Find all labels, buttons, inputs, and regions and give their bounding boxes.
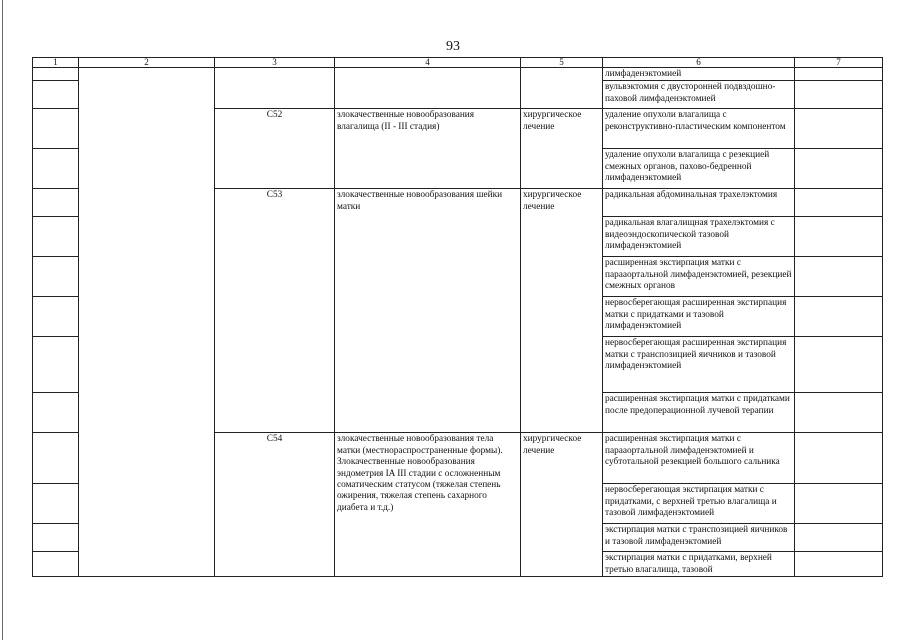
column-header: 6	[603, 58, 795, 68]
page-left-edge-line	[2, 0, 3, 640]
cell-col7	[795, 257, 883, 297]
cell-col1	[33, 433, 79, 484]
cell-col1	[33, 217, 79, 257]
cell-col7	[795, 337, 883, 393]
cell-method: удаление опухоли влагалища с резекцией смежных органов, пахово-бедренной лимфаденэктомией	[603, 149, 795, 189]
procedures-table	[32, 57, 883, 577]
cell-method: нервосберегающая расширенная экстирпация матки с придатками и тазовой лимфаденэктомией	[603, 297, 795, 337]
cell-method: экстирпация матки с придатками, верхней третью влагалища, тазовой	[603, 552, 795, 577]
column-header: 5	[521, 58, 603, 68]
cell-col1	[33, 524, 79, 552]
cell-col1	[33, 552, 79, 577]
cell-col1	[33, 149, 79, 189]
column-header: 4	[335, 58, 521, 68]
cell-treatment: хирургическое лечение	[521, 109, 603, 189]
cell-method: нервосберегающая расширенная экстирпация матки с транспозицией яичников и тазовой лимфаденэктомией	[603, 337, 795, 393]
cell-col7	[795, 149, 883, 189]
cell-method: вульвэктомия с двусторонней подвздошно-паховой лимфаденэктомией	[603, 81, 795, 109]
cell-method: расширенная экстирпация матки с придатками после предоперационной лучевой терапии	[603, 393, 795, 433]
cell-col1	[33, 297, 79, 337]
table-row	[33, 68, 883, 81]
cell-method: экстирпация матки с транспозицией яичников и тазовой лимфаденэктомией	[603, 524, 795, 552]
cell-treatment: хирургическое лечение	[521, 189, 603, 433]
cell-col1	[33, 393, 79, 433]
cell-method: нервосберегающая экстирпация матки с придатками, с верхней третью влагалища и тазовой лимфаденэктомией	[603, 484, 795, 524]
cell-col7	[795, 433, 883, 484]
cell-diagnosis: злокачественные новообразования шейки матки	[335, 189, 521, 433]
cell-method: расширенная экстирпация матки с парааортальной лимфаденэктомией, резекцией смежных органов	[603, 257, 795, 297]
column-header: 1	[33, 58, 79, 68]
cell-col7	[795, 217, 883, 257]
cell-col2-merged	[79, 68, 215, 577]
cell-col1	[33, 81, 79, 109]
cell-col1	[33, 189, 79, 217]
cell-col1	[33, 484, 79, 524]
cell-col1	[33, 68, 79, 81]
cell-col1	[33, 257, 79, 297]
cell-method: расширенная экстирпация матки с парааортальной лимфаденэктомией и субтотальной резекцией большого сальника	[603, 433, 795, 484]
cell-diagnosis	[335, 68, 521, 109]
cell-col7	[795, 68, 883, 81]
column-header: 7	[795, 58, 883, 68]
cell-col7	[795, 484, 883, 524]
cell-col7	[795, 109, 883, 149]
cell-method: лимфаденэктомией	[603, 68, 795, 81]
cell-code	[215, 68, 335, 109]
cell-col7	[795, 81, 883, 109]
cell-col7	[795, 524, 883, 552]
cell-method: радикальная влагалищная трахелэктомия с видеоэндоскопической тазовой лимфаденэктомией	[603, 217, 795, 257]
cell-code: C54	[215, 433, 335, 577]
cell-col7	[795, 189, 883, 217]
cell-col7	[795, 552, 883, 577]
cell-col7	[795, 297, 883, 337]
column-header: 3	[215, 58, 335, 68]
page-number: 93	[446, 39, 460, 54]
cell-code: C53	[215, 189, 335, 433]
column-header: 2	[79, 58, 215, 68]
cell-method: радикальная абдоминальная трахелэктомия	[603, 189, 795, 217]
cell-col1	[33, 337, 79, 393]
cell-col7	[795, 393, 883, 433]
cell-col1	[33, 109, 79, 149]
cell-diagnosis: злокачественные новообразования тела матки (местнораспространенные формы). Злокачественные новообразования эндометрия IA III стадии с осложненным соматическим статусом (тяжелая степень ожирения, тяжелая степень сахарного диабета и т.д.)	[335, 433, 521, 577]
table-header-row	[33, 58, 883, 68]
cell-treatment	[521, 68, 603, 109]
cell-diagnosis: злокачественные новообразования влагалища (II - III стадия)	[335, 109, 521, 189]
cell-method: удаление опухоли влагалища с реконструктивно-пластическим компонентом	[603, 109, 795, 149]
cell-treatment: хирургическое лечение	[521, 433, 603, 577]
cell-code: C52	[215, 109, 335, 189]
